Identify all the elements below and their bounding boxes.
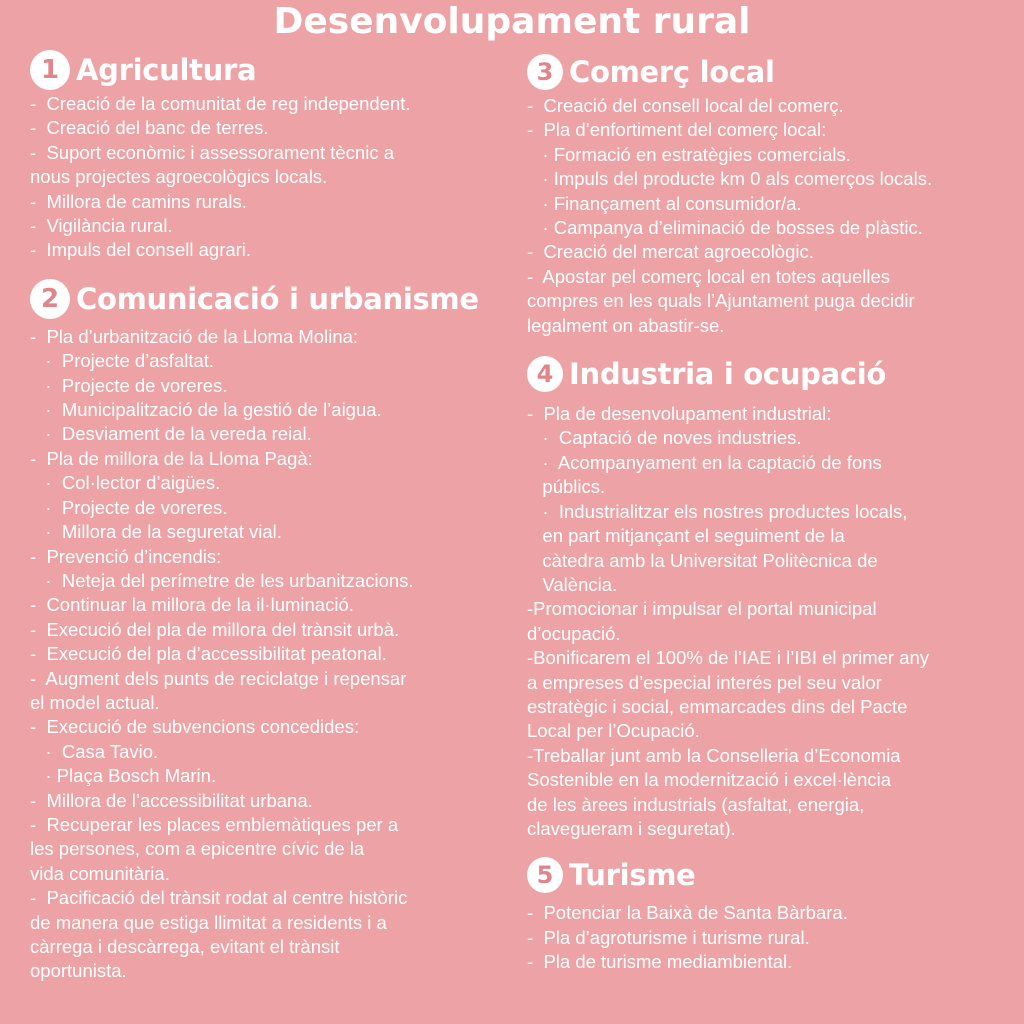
page-title: Desenvolupament rural: [273, 1, 751, 42]
section-lines: [30, 92, 520, 263]
list-item: públics.: [527, 476, 606, 498]
list-item: · Municipalització de la gestió de l’aigua.: [30, 399, 382, 421]
list-item: compres en les quals l’Ajuntament puga decidir: [527, 290, 915, 312]
section-lines: [527, 901, 1012, 974]
list-item: · Projecte d’asfaltat.: [30, 350, 215, 372]
section-title: Industria i ocupació: [569, 357, 887, 392]
list-item: - Creació de la comunitat de reg independent.: [30, 93, 411, 114]
list-item: nous projectes agroecològics locals.: [30, 166, 328, 188]
list-item: · Captació de noves industries.: [527, 427, 802, 449]
list-item: estratègic i social, emmarcades dins del Pacte: [527, 695, 908, 717]
list-item: - Creació del banc de terres.: [30, 117, 269, 139]
list-item: - Pla de millora de la Lloma Pagà:: [30, 447, 313, 469]
list-item: Sostenible en la modernització i excel·lència: [527, 769, 892, 791]
list-item: · Impuls del producte km 0 als comerços locals.: [527, 168, 933, 190]
list-item: legalment on abastir-se.: [527, 314, 725, 336]
list-item: clavegueram i seguretat).: [527, 817, 736, 839]
list-item: · Industrialitzar els nostres productes locals,: [527, 500, 908, 522]
section-number-badge: 2: [30, 279, 70, 319]
list-item: · Millora de la seguretat vial.: [30, 521, 282, 543]
section-title: Agricultura: [76, 53, 257, 87]
list-item: - Recuperar les places emblemàtiques per a: [30, 813, 399, 835]
list-item: · Campanya d’eliminació de bosses de plàstic.: [527, 217, 923, 239]
list-item: - Continuar la millora de la il·luminació.: [30, 594, 354, 616]
list-item: · Finançament al consumidor/a.: [527, 192, 802, 214]
list-item: oportunista.: [30, 960, 127, 982]
section-lines: [527, 94, 1012, 338]
list-item: - Vigilància rural.: [30, 215, 173, 237]
section-number-badge: 4: [527, 356, 563, 392]
list-item: càrrega i descàrrega, evitant el trànsit: [30, 936, 340, 957]
list-item: - Millora de l’accessibilitat urbana.: [30, 789, 313, 811]
list-item: · Col·lector d’aigües.: [30, 472, 221, 494]
left-column: [30, 48, 520, 984]
list-item: - Pla de desenvolupament industrial:: [527, 403, 832, 425]
list-item: - Creació del mercat agroecològic.: [527, 241, 814, 263]
list-item: de manera que estiga llimitat a residents i a: [30, 911, 387, 933]
list-item: · Formació en estratègies comercials.: [527, 143, 851, 165]
list-item: - Prevenció d’incendis:: [30, 545, 222, 567]
list-item: les persones, com a epicentre cívic de la: [30, 838, 365, 860]
section-header: [527, 352, 1012, 396]
section-header: [30, 48, 520, 92]
list-item: -Promocionar i impulsar el portal municipal: [527, 598, 877, 620]
list-item: - Pla de turisme mediambiental.: [527, 951, 793, 973]
section-title: Comunicació i urbanisme: [76, 281, 479, 316]
list-item: a empreses d’especial interés pel seu valor: [527, 671, 882, 693]
section-number-badge: 1: [30, 50, 70, 90]
list-item: - Pacificació del trànsit rodat al centre històric: [30, 887, 408, 909]
list-item: - Millora de camins rurals.: [30, 190, 247, 212]
list-item: de les àrees industrials (asfaltat, energia,: [527, 793, 865, 815]
list-item: - Pla d’urbanització de la Lloma Molina:: [30, 325, 359, 347]
section-comunicacio-urbanisme: [30, 277, 520, 984]
list-item: - Pla d’enfortiment del comerç local:: [527, 119, 827, 141]
section-comerc-local: [527, 50, 1012, 338]
list-item: -Bonificarem el 100% de l’IAE i l’IBI el primer any: [527, 647, 930, 669]
section-lines: [30, 325, 520, 984]
list-item: el model actual.: [30, 691, 160, 713]
list-item: · Neteja del perímetre de les urbanitzacions.: [30, 569, 414, 591]
section-header: [30, 277, 520, 321]
list-item: · Casa Tavio.: [30, 740, 159, 762]
list-item: · Projecte de voreres.: [30, 496, 228, 518]
list-item: vida comunitària.: [30, 862, 170, 884]
list-item: -Treballar junt amb la Conselleria d’Economia: [527, 744, 901, 766]
list-item: - Augment dels punts de reciclatge i repensar: [30, 667, 407, 689]
section-header: [527, 853, 1012, 897]
list-item: - Apostar pel comerç local en totes aquelles: [527, 265, 890, 287]
section-agricultura: [30, 48, 520, 263]
right-column: [527, 48, 1012, 975]
list-item: - Execució del pla d’accessibilitat peatonal.: [30, 643, 387, 665]
list-item: - Suport econòmic i assessorament tècnic a: [30, 141, 394, 163]
section-number-badge: 3: [527, 54, 563, 90]
section-industria-ocupacio: [527, 352, 1012, 841]
list-item: d’ocupació.: [527, 622, 621, 644]
section-number-badge: 5: [527, 857, 563, 893]
list-item: - Potenciar la Baixà de Santa Bàrbara.: [527, 902, 848, 924]
section-lines: [527, 402, 1012, 841]
section-title: Turisme: [569, 858, 696, 893]
list-item: en part mitjançant el seguiment de la: [527, 525, 845, 547]
list-item: Local per l’Ocupació.: [527, 720, 700, 742]
section-title: Comerç local: [569, 55, 775, 89]
list-item: càtedra amb la Universitat Politècnica de: [527, 549, 878, 571]
section-turisme: [527, 853, 1012, 974]
list-item: - Creació del consell local del comerç.: [527, 95, 844, 116]
list-item: · Acompanyament en la captació de fons: [527, 451, 882, 473]
list-item: - Execució de subvencions concedides:: [30, 716, 360, 738]
list-item: - Impuls del consell agrari.: [30, 239, 252, 261]
section-header: [527, 50, 1012, 94]
list-item: · Desviament de la vereda reial.: [30, 423, 312, 445]
list-item: - Pla d’agroturisme i turisme rural.: [527, 926, 810, 948]
list-item: València.: [527, 573, 618, 595]
list-item: · Projecte de voreres.: [30, 374, 228, 396]
list-item: - Execució del pla de millora del trànsit urbà.: [30, 618, 400, 640]
list-item: · Plaça Bosch Marin.: [30, 765, 217, 787]
